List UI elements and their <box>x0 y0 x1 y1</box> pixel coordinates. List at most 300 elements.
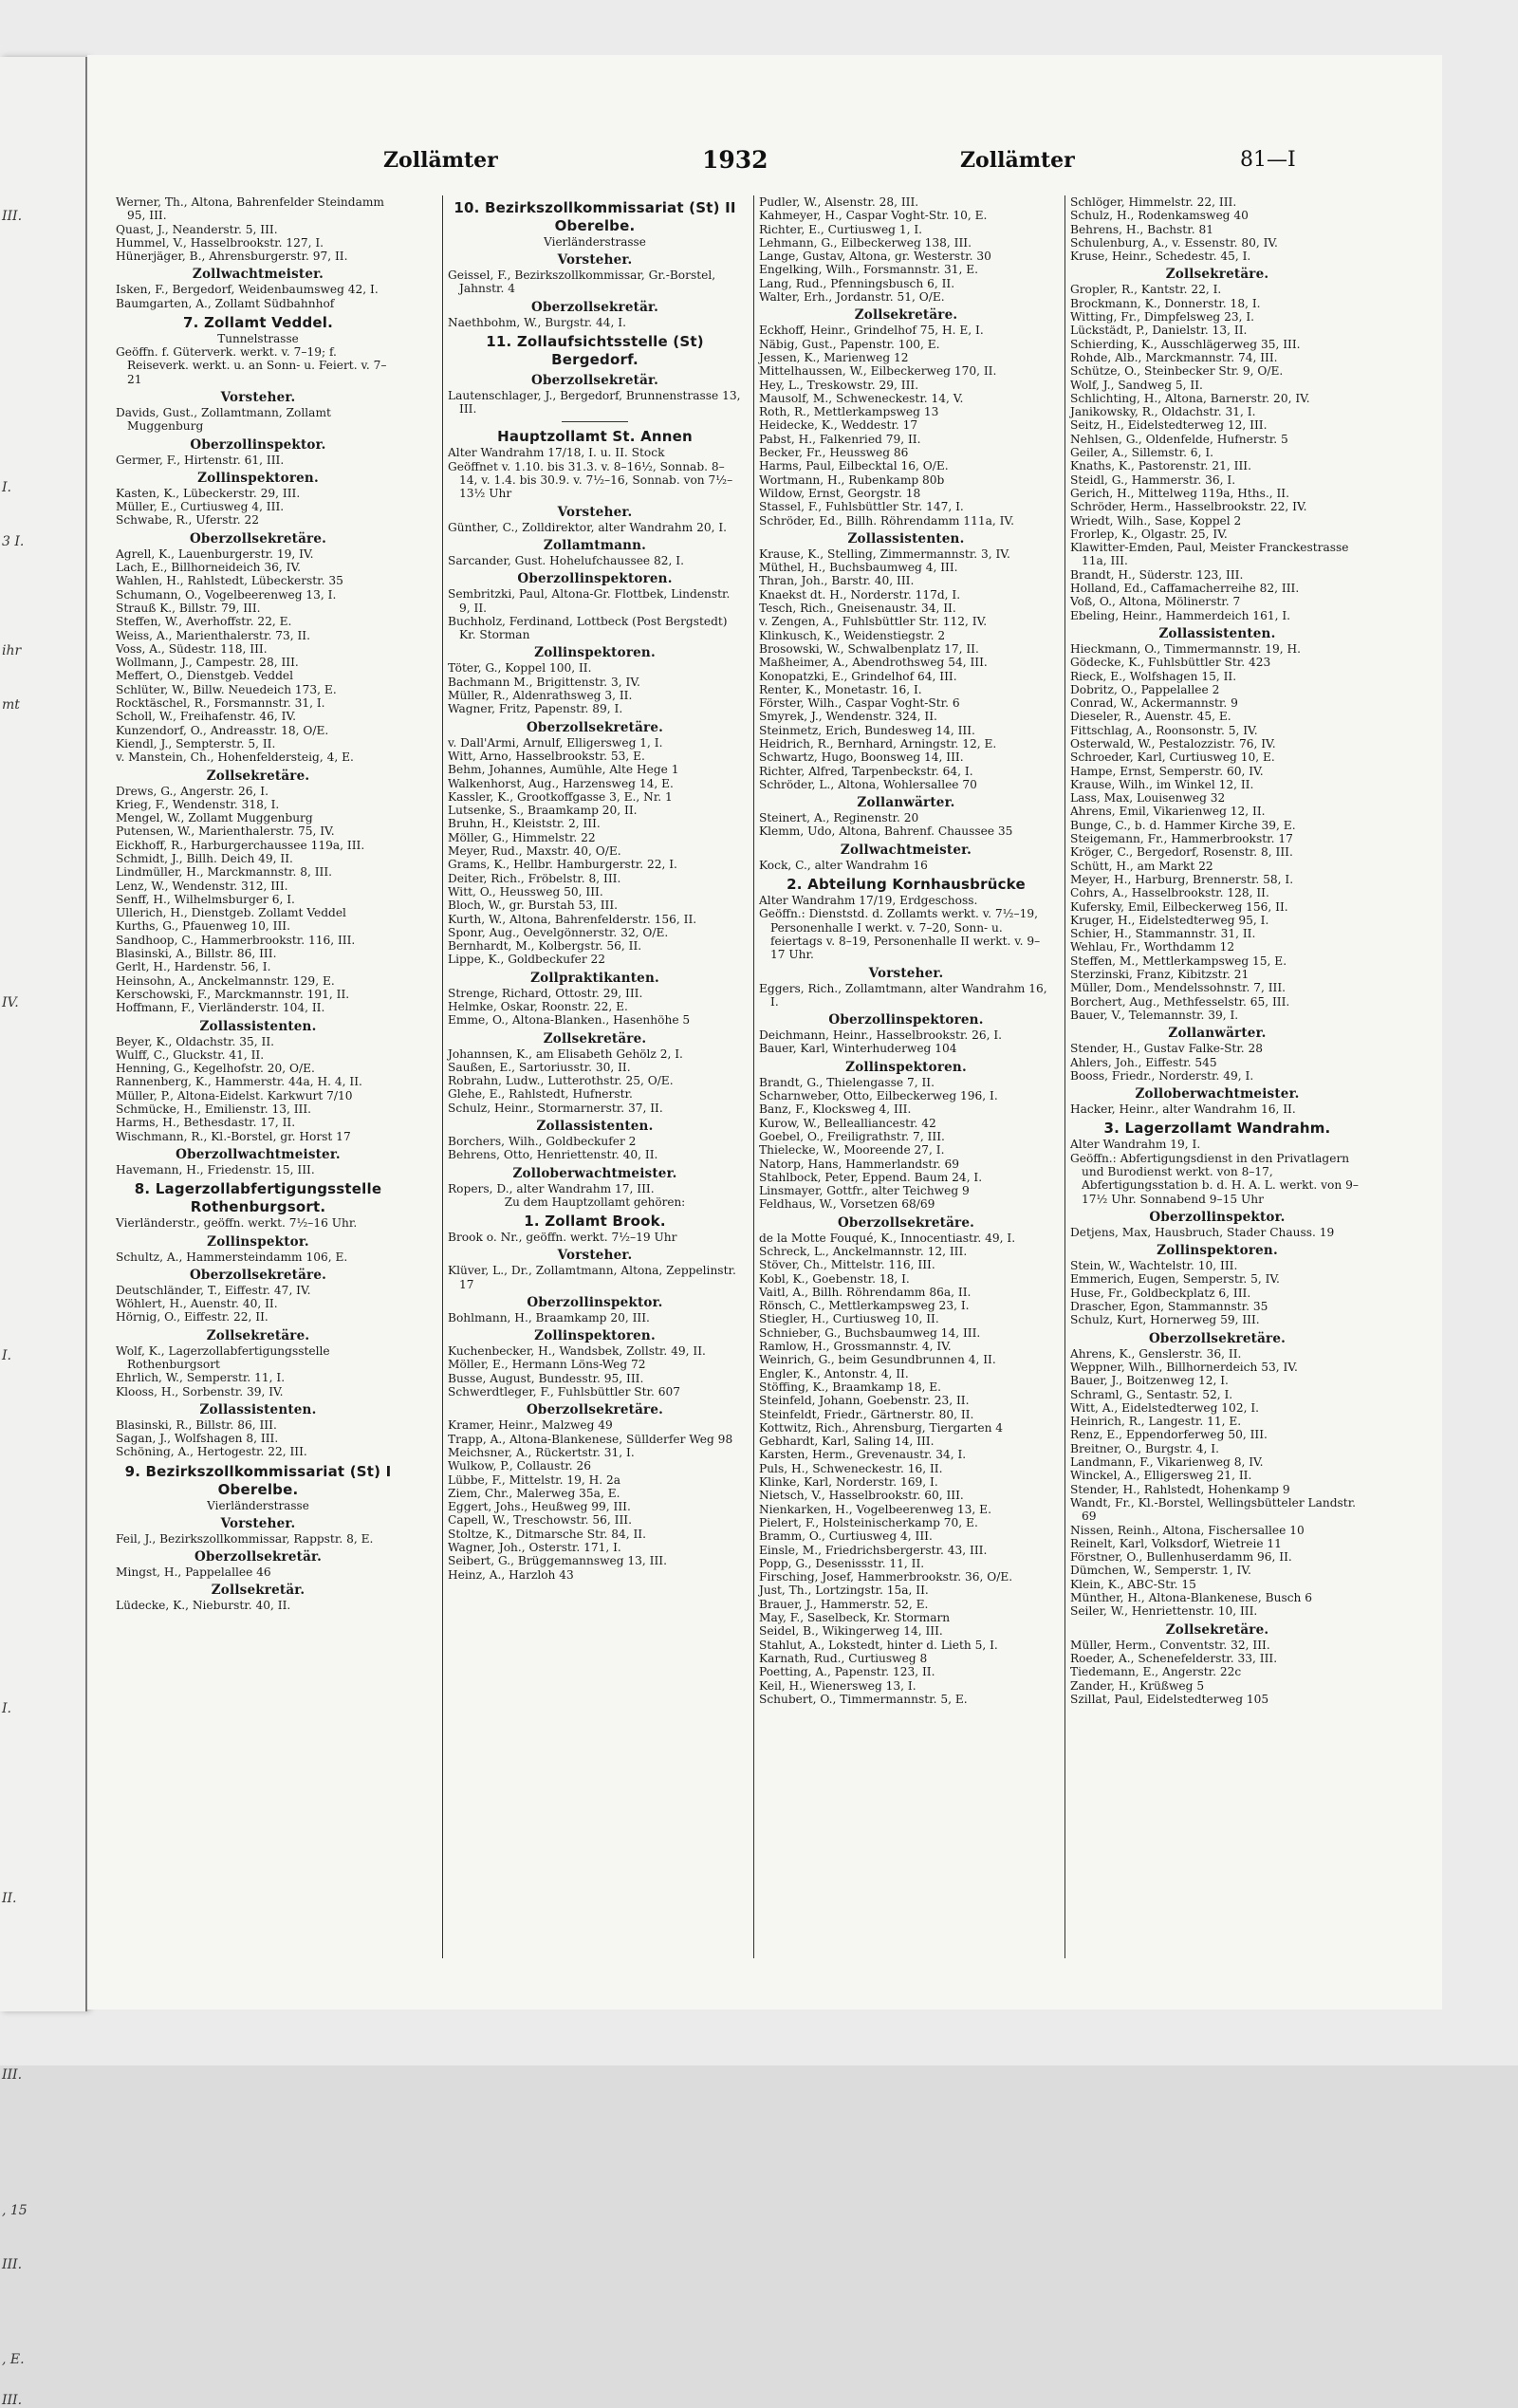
entry-list <box>116 1418 400 1459</box>
entry-list <box>116 1532 400 1546</box>
directory-entry: Stahlut, A., Lokstedt, hinter d. Lieth 5, I. <box>759 1638 998 1652</box>
section-heading: Oberzollwachtmeister. <box>176 1146 341 1162</box>
margin-mark: I. <box>2 1348 11 1364</box>
entry-list <box>1070 283 1364 621</box>
directory-entry: Klemm, Udo, Altona, Bahrenf. Chaussee 35 <box>759 824 1013 839</box>
directory-entry: Quast, J., Neanderstr. 5, III. <box>116 222 278 236</box>
directory-entry: Schröder, Ed., Billh. Röhrendamm 111a, IV. <box>759 513 1014 528</box>
section <box>1070 1243 1364 1326</box>
entry-list <box>759 894 1053 961</box>
directory-entry: v. Manstein, Ch., Hohenfeldersteig, 4, E. <box>116 750 354 765</box>
directory-entry: Weinrich, G., beim Gesundbrunnen 4, II. <box>759 1353 996 1367</box>
directory-entry: Lang, Rud., Pfenningsbusch 6, II. <box>759 276 955 290</box>
section <box>116 437 400 467</box>
directory-entry: Mausolf, M., Schweneckestr. 14, V. <box>759 391 964 405</box>
directory-entry: Schütt, H., am Markt 22 <box>1070 859 1213 873</box>
entry-list <box>448 587 742 641</box>
directory-entry: Ehrlich, W., Semperstr. 11, I. <box>116 1371 286 1385</box>
directory-entry: Wehlau, Fr., Worthdamm 12 <box>1070 940 1235 954</box>
directory-entry: Nissen, Reinh., Altona, Fischersallee 10 <box>1070 1523 1305 1537</box>
entry-list <box>448 736 742 967</box>
section-subheading: Tunnelstrasse <box>217 332 299 346</box>
directory-entry: Schröder, Herm., Hasselbrookstr. 22, IV. <box>1070 500 1307 514</box>
column-rule <box>753 195 754 1958</box>
directory-entry: Schröder, L., Altona, Wohlersallee 70 <box>759 777 977 791</box>
directory-entry: Bernhardt, M., Kolbergstr. 56, II. <box>448 939 642 954</box>
directory-entry: Detjens, Max, Hausbruch, Stader Chauss. 19 <box>1070 1225 1335 1239</box>
directory-entry: Emme, O., Altona-Blanken., Hasenhöhe 5 <box>448 1013 691 1028</box>
directory-entry: Kröger, C., Bergedorf, Rosenstr. 8, III. <box>1070 845 1293 860</box>
directory-entry: May, F., Saselbeck, Kr. Stormarn <box>759 1611 951 1625</box>
section-heading: Zollanwärter. <box>1168 1026 1267 1042</box>
section <box>1070 1622 1364 1706</box>
directory-entry: Lach, E., Billhorneideich 36, IV. <box>116 561 301 575</box>
directory-entry: Konopatzki, E., Grindelhof 64, III. <box>759 669 957 683</box>
directory-entry: Tiedemann, E., Angerstr. 22c <box>1070 1665 1242 1679</box>
section <box>448 571 742 641</box>
directory-entry: Emmerich, Eugen, Semperstr. 5, IV. <box>1070 1272 1280 1287</box>
directory-entry: Schwabe, R., Uferstr. 22 <box>116 513 259 528</box>
directory-entry: Schnieber, G., Buchsbaumweg 14, III. <box>759 1325 981 1340</box>
directory-entry: Pabst, H., Falkenried 79, II. <box>759 432 921 446</box>
directory-entry: Thran, Joh., Barstr. 40, III. <box>759 574 915 588</box>
section-heading: Oberzollsekretär. <box>530 299 659 315</box>
entry-list <box>448 1264 742 1291</box>
entry-list <box>1070 1102 1364 1116</box>
section <box>448 1295 742 1324</box>
directory-entry: Steffen, W., Averhoffstr. 22, E. <box>116 615 292 629</box>
entry-list <box>1070 1042 1364 1083</box>
directory-entry: Renz, E., Eppendorferweg 50, III. <box>1070 1428 1268 1442</box>
directory-entry: Lautenschlager, J., Bergedorf, Brunnenstrasse 13, III. <box>448 388 741 417</box>
section <box>448 333 742 369</box>
directory-entry: Maßheimer, A., Abendrothsweg 54, III. <box>759 656 988 670</box>
directory-entry: Geöffn. f. Güterverk. werkt. v. 7–19; f. Reiseverk. werkt. u. an Sonn- u. Feiert. v. 7–21 <box>116 345 387 386</box>
section-heading: Oberzollinspektor. <box>1149 1209 1286 1225</box>
entry-list <box>448 1344 742 1398</box>
section-heading: Vorsteher. <box>220 389 296 405</box>
directory-entry: Pielert, F., Holsteinischerkamp 70, E. <box>759 1515 978 1529</box>
directory-entry: Baumgarten, A., Zollamt Südbahnhof <box>116 296 335 310</box>
directory-entry: Förstner, O., Bullenhuserdamm 96, II. <box>1070 1550 1292 1565</box>
directory-entry: Holland, Ed., Caffamacherreihe 82, III. <box>1070 582 1300 596</box>
directory-entry: Näbig, Gust., Papenstr. 100, E. <box>759 337 940 351</box>
entry-list <box>1070 1347 1364 1619</box>
section-heading: Oberzollinspektoren. <box>828 1012 984 1028</box>
header-page-number: 81—I <box>1240 148 1296 172</box>
directory-entry: Ziem, Chr., Malerweg 35a, E. <box>448 1486 620 1500</box>
directory-entry: Lass, Max, Louisenweg 32 <box>1070 791 1226 806</box>
section <box>448 1402 742 1582</box>
directory-entry: Harms, H., Bethesdastr. 17, II. <box>116 1116 296 1130</box>
entry-list <box>448 1182 742 1195</box>
margin-mark: IV. <box>2 995 19 1011</box>
directory-entry: Wischmann, R., Kl.-Borstel, gr. Horst 17 <box>116 1129 351 1143</box>
entry-list <box>116 454 400 467</box>
section-heading: Oberzollsekretär. <box>530 372 659 388</box>
directory-entry: Thielecke, W., Mooreende 27, I. <box>759 1143 945 1158</box>
directory-entry: Heidecke, K., Weddestr. 17 <box>759 418 918 433</box>
entry-list <box>448 987 742 1028</box>
directory-entry: Stiegler, H., Curtiusweg 10, II. <box>759 1312 939 1326</box>
directory-entry: Stoltze, K., Ditmarsche Str. 84, II. <box>448 1527 646 1541</box>
directory-entry: Isken, F., Bergedorf, Weidenbaumsweg 42, I. <box>116 283 379 297</box>
section-subheading: Vierländerstrasse <box>544 235 646 249</box>
directory-entry: Schlichting, H., Altona, Barnerstr. 20, IV. <box>1070 391 1310 405</box>
margin-mark: I. <box>2 1701 11 1716</box>
directory-entry: Ramlow, H., Grossmannstr. 4, IV. <box>759 1340 952 1354</box>
directory-entry: Schroeder, Karl, Curtiusweg 10, E. <box>1070 750 1275 765</box>
directory-entry: Rocktäschel, R., Forsmannstr. 31, I. <box>116 696 325 711</box>
directory-entry: Witt, O., Heussweg 50, III. <box>448 884 603 898</box>
directory-entry: Rieck, E., Wolfshagen 15, II. <box>1070 669 1237 683</box>
directory-entry: Scholl, W., Freihafenstr. 46, IV. <box>116 710 297 724</box>
directory-entry: Roth, R., Mettlerkampsweg 13 <box>759 405 939 419</box>
entry-list <box>116 487 400 528</box>
directory-entry: Schulz, Kurt, Hornerweg 59, III. <box>1070 1313 1260 1327</box>
section-heading: Zollassistenten. <box>199 1018 317 1034</box>
section <box>448 300 742 329</box>
directory-entry: Gebhardt, Karl, Saling 14, III. <box>759 1435 935 1449</box>
directory-entry: Gropler, R., Kantstr. 22, I. <box>1070 283 1222 297</box>
section-heading: 1. Zollamt Brook. <box>524 1212 666 1230</box>
directory-entry: Kock, C., alter Wandrahm 16 <box>759 858 928 872</box>
section <box>448 645 742 715</box>
section-heading: 3. Lagerzollamt Wandrahm. <box>1103 1120 1331 1138</box>
margin-mark: 3 I. <box>2 534 25 550</box>
section <box>116 1019 400 1143</box>
section-heading: Zollinspektor. <box>207 1233 309 1250</box>
directory-entry: Knaekst dt. H., Norderstr. 117d, I. <box>759 587 961 602</box>
section <box>1070 267 1364 621</box>
directory-entry: Popp, G., Desenissstr. 11, II. <box>759 1556 925 1570</box>
directory-entry: Puls, H., Schweneckestr. 16, II. <box>759 1461 943 1475</box>
entry-list <box>116 547 400 765</box>
page-header <box>87 148 1442 180</box>
directory-entry: Heinz, A., Harzloh 43 <box>448 1567 574 1582</box>
section-heading: 11. Zollaufsichtsstelle (St) Bergedorf. <box>486 332 704 368</box>
entry-list <box>116 1163 400 1176</box>
directory-entry: Brook o. Nr., geöffn. werkt. 7½–19 Uhr <box>448 1230 677 1244</box>
directory-entry: Pudler, W., Alsenstr. 28, III. <box>759 195 919 209</box>
directory-entry: Hey, L., Treskowstr. 29, III. <box>759 378 919 392</box>
entry-list <box>448 316 742 329</box>
directory-entry: Stöffing, K., Braamkamp 18, E. <box>759 1380 942 1394</box>
section-heading: Oberzollsekretäre. <box>837 1214 975 1231</box>
margin-mark: mt <box>2 696 20 713</box>
directory-entry: Heidrich, R., Bernhard, Arningstr. 12, E. <box>759 736 997 750</box>
section-heading: 8. Lagerzollabfertigungsstelle Rothenburgsort. <box>134 1180 382 1216</box>
directory-entry: Brauer, J., Hammerstr. 52, E. <box>759 1597 929 1611</box>
entry-list <box>116 785 400 1015</box>
directory-entry: Glehe, E., Rahlstedt, Hufnerstr. <box>448 1087 633 1102</box>
section-heading: Oberzollsekretäre. <box>526 719 664 735</box>
section <box>759 843 1053 872</box>
directory-entry: Steinmetz, Erich, Bundesweg 14, III. <box>759 723 975 737</box>
directory-entry: Stender, H., Rahlstedt, Hohenkamp 9 <box>1070 1482 1290 1496</box>
entry-list <box>116 1216 400 1230</box>
directory-entry: Strauß K., Billstr. 79, III. <box>116 601 261 615</box>
directory-entry: Gerlt, H., Hardenstr. 56, I. <box>116 960 271 974</box>
section-heading: Oberzollsekretär. <box>194 1549 323 1565</box>
directory-entry: Walter, Erh., Jordanstr. 51, O/E. <box>759 290 945 305</box>
section-heading: Zollinspektoren. <box>534 1328 656 1344</box>
section <box>116 769 400 1015</box>
margin-mark: II. <box>2 1891 17 1907</box>
directory-entry: Strenge, Richard, Ottostr. 29, III. <box>448 986 643 1000</box>
header-right-title: Zollämter <box>960 148 1075 173</box>
directory-entry: Klein, K., ABC-Str. 15 <box>1070 1577 1196 1591</box>
section <box>759 966 1053 1010</box>
directory-entry: Scharnweber, Otto, Eilbeckerweg 196, I. <box>759 1089 998 1103</box>
section <box>448 1213 742 1244</box>
directory-entry: Gödecke, K., Fuhlsbüttler Str. 423 <box>1070 656 1271 670</box>
entry-list <box>116 345 400 386</box>
directory-entry: Weiss, A., Marienthalerstr. 73, II. <box>116 628 310 642</box>
section <box>448 373 742 417</box>
directory-entry: Kobl, K., Goebenstr. 18, I. <box>759 1271 910 1286</box>
entry-list <box>116 283 400 310</box>
directory-entry: Saußen, E., Sartoriusstr. 30, II. <box>448 1060 631 1074</box>
directory-entry: Wöhlert, H., Auenstr. 40, II. <box>116 1297 278 1311</box>
directory-entry: Landmann, F., Vikarienweg 8, IV. <box>1070 1455 1264 1470</box>
directory-entry: Poetting, A., Papenstr. 123, II. <box>759 1665 935 1679</box>
directory-entry: Conrad, W., Ackermannstr. 9 <box>1070 696 1238 711</box>
entry-list <box>448 269 742 296</box>
entry-list <box>1070 195 1364 263</box>
directory-entry: Kramer, Heinr., Malzweg 49 <box>448 1418 613 1433</box>
directory-entry: Ahlers, Joh., Eiffestr. 545 <box>1070 1055 1217 1069</box>
directory-entry: Heinsohn, A., Anckelmannstr. 129, E. <box>116 973 335 988</box>
directory-entry: Wagner, Joh., Osterstr. 171, I. <box>448 1541 621 1554</box>
section-heading: Zollsekretäre. <box>1165 267 1269 283</box>
directory-entry: Steinfeld, Johann, Goebenstr. 23, II. <box>759 1394 970 1408</box>
directory-entry: Grams, K., Hellbr. Hamburgerstr. 22, I. <box>448 858 677 872</box>
directory-entry: Eggert, Johs., Heußweg 99, III. <box>448 1500 631 1514</box>
directory-entry: Kassler, K., Grootkoffgasse 3, E., Nr. 1 <box>448 789 673 804</box>
entry-list <box>448 521 742 534</box>
section-heading: 2. Abteilung Kornhausbrücke <box>787 876 1026 894</box>
section <box>448 1119 742 1162</box>
directory-entry: Borchert, Aug., Methfesselstr. 65, III. <box>1070 994 1290 1009</box>
column-rule <box>1064 195 1065 1958</box>
section <box>116 1463 400 1512</box>
section-heading: Zollpraktikanten. <box>530 970 659 986</box>
directory-entry: Klawitter-Emden, Paul, Meister Franckestrasse 11a, III. <box>1070 541 1349 568</box>
directory-entry: Robrahn, Ludw., Lutterothstr. 25, O/E. <box>448 1074 674 1088</box>
section-heading: Zollamtmann. <box>543 537 647 553</box>
directory-entry: Fittschlag, A., Roonsonstr. 5, IV. <box>1070 723 1258 737</box>
directory-entry: Stein, W., Wachtelstr. 10, III. <box>1070 1259 1238 1273</box>
section <box>1070 1120 1364 1205</box>
directory-entry: Wolf, K., Lagerzollabfertigungsstelle Rothenburgsort <box>116 1343 330 1371</box>
section-heading: Zollinspektoren. <box>845 1059 967 1075</box>
directory-entry: Schlüter, W., Billw. Neuedeich 173, E. <box>116 682 337 696</box>
section <box>1070 626 1364 1022</box>
directory-entry: Vierländerstr., geöffn. werkt. 7½–16 Uhr. <box>116 1216 358 1231</box>
directory-entry: Stassel, F., Fuhlsbüttler Str. 147, I. <box>759 500 964 514</box>
section <box>448 538 742 567</box>
directory-entry: Schraml, G., Sentastr. 52, I. <box>1070 1387 1233 1401</box>
directory-entry: Schlöger, Himmelstr. 22, III. <box>1070 195 1237 209</box>
margin-mark: I. <box>2 480 11 495</box>
entry-list <box>116 1250 400 1264</box>
section <box>116 531 400 765</box>
directory-entry: Schultz, A., Hammersteindamm 106, E. <box>116 1250 348 1264</box>
directory-entry: Hacker, Heinr., alter Wandrahm 16, II. <box>1070 1102 1296 1117</box>
directory-entry: Mittelhaussen, W., Eilbeckerweg 170, II. <box>759 364 997 379</box>
directory-entry: Wagner, Fritz, Papenstr. 89, I. <box>448 702 623 716</box>
section-heading: Vorsteher. <box>557 252 633 268</box>
section-subheading: Vierländerstrasse <box>207 1498 309 1512</box>
directory-entry: Capell, W., Treschowstr. 56, III. <box>448 1513 632 1528</box>
directory-entry: Senff, H., Wilhelmsburger 6, I. <box>116 892 295 906</box>
directory-entry: Behrens, Otto, Henriettenstr. 40, II. <box>448 1148 658 1162</box>
directory-entry: Booss, Friedr., Norderstr. 49, I. <box>1070 1068 1254 1083</box>
directory-entry: Schmücke, H., Emilienstr. 13, III. <box>116 1102 312 1117</box>
entry-list <box>116 1599 400 1612</box>
directory-entry: Brosowski, W., Schwalbenplatz 17, II. <box>759 641 979 656</box>
directory-entry: Günther, C., Zolldirektor, alter Wandrahm 20, I. <box>448 520 728 534</box>
directory-entry: Voss, A., Südestr. 118, III. <box>116 641 268 656</box>
directory-entry: Müller, Herm., Conventstr. 32, III. <box>1070 1638 1270 1652</box>
directory-entry: Tesch, Rich., Gneisenaustr. 34, II. <box>759 602 956 616</box>
section <box>116 390 400 434</box>
directory-entry: Linsmayer, Gottfr., alter Teichweg 9 <box>759 1184 970 1198</box>
section-heading: Zollassistenten. <box>536 1119 654 1135</box>
directory-entry: Feil, J., Bezirkszollkommissar, Rappstr. 8, E. <box>116 1531 374 1546</box>
section <box>1070 1210 1364 1239</box>
entry-list <box>759 1076 1053 1212</box>
section-heading: Zollassistenten. <box>1158 625 1276 641</box>
directory-entry: Geöffn.: Abfertigungsdienst in den Privatlagern und Burodienst werkt. von 8–17, Abfertigungsstation b. d. H. A. L. werkt. von 9–17½ Uhr. Sonnabend 9–15 Uhr <box>1070 1151 1359 1206</box>
directory-entry: Richter, Alfred, Tarpenbeckstr. 64, I. <box>759 764 973 778</box>
directory-entry: Eckhoff, Heinr., Grindelhof 75, H. E, I. <box>759 324 984 338</box>
directory-entry: Jessen, K., Marienweg 12 <box>759 350 909 364</box>
directory-entry: Schwartz, Hugo, Boonsweg 14, III. <box>759 750 964 765</box>
previous-page-edge <box>0 57 87 2408</box>
directory-entry: Helmke, Oskar, Roonstr. 22, E. <box>448 999 628 1013</box>
directory-entry: Müller, E., Curtiusweg 4, III. <box>116 500 285 514</box>
section <box>1070 1026 1364 1083</box>
directory-entry: Förster, Wilh., Caspar Voght-Str. 6 <box>759 696 960 711</box>
directory-entry: Eickhoff, R., Harburgerchaussee 119a, III. <box>116 838 365 852</box>
directory-entry: Möller, E., Hermann Löns-Weg 72 <box>448 1358 646 1372</box>
entry-list <box>1070 1138 1364 1205</box>
directory-entry: Meyer, Rud., Maxstr. 40, O/E. <box>448 844 621 859</box>
directory-entry: Winckel, A., Elligersweg 21, II. <box>1070 1469 1252 1483</box>
directory-entry: Breitner, O., Burgstr. 4, I. <box>1070 1441 1219 1455</box>
section <box>116 267 400 310</box>
column-1 <box>116 195 400 1613</box>
directory-entry: Seitz, H., Eidelstedterweg 12, III. <box>1070 418 1268 433</box>
directory-entry: Harms, Paul, Eilbecktal 16, O/E. <box>759 459 949 473</box>
directory-entry: Einsle, M., Friedrichsbergerstr. 43, III. <box>759 1543 988 1557</box>
directory-entry: Kuchenbecker, H., Wandsbek, Zollstr. 49, II. <box>448 1344 706 1359</box>
directory-entry: Kurth, W., Altona, Bahrenfelderstr. 156, II. <box>448 912 697 926</box>
entry-list <box>448 1135 742 1162</box>
entry-list <box>116 1035 400 1143</box>
section-heading: Zollinspektoren. <box>1157 1243 1278 1259</box>
margin-mark: III. <box>2 2257 23 2273</box>
margin-mark: , 15 <box>2 2203 28 2219</box>
directory-entry: Klüver, L., Dr., Zollamtmann, Altona, Zeppelinstr. 17 <box>448 1264 736 1291</box>
directory-entry: Schier, H., Stammannstr. 31, II. <box>1070 927 1256 941</box>
entry-list <box>759 1232 1053 1706</box>
entry-list <box>116 406 400 434</box>
directory-entry: Vaitl, A., Billh. Röhrendamm 86a, II. <box>759 1285 972 1299</box>
directory-entry: Alter Wandrahm 19, I. <box>1070 1138 1201 1152</box>
directory-entry: Kiendl, J., Sempterstr. 5, II. <box>116 736 276 750</box>
directory-entry: Alter Wandrahm 17/19, Erdgeschoss. <box>759 894 978 908</box>
directory-entry: Lückstädt, P., Danielstr. 13, II. <box>1070 324 1248 338</box>
section-heading: Zolloberwachtmeister. <box>512 1165 677 1181</box>
directory-entry: Drascher, Egon, Stammannstr. 35 <box>1070 1300 1268 1314</box>
entry-list <box>759 547 1053 791</box>
entry-list <box>759 195 1053 304</box>
section-heading: Zollwachtmeister. <box>840 842 972 858</box>
directory-entry: Krause, K., Stelling, Zimmermannstr. 3, IV. <box>759 546 1010 561</box>
section <box>116 195 400 263</box>
directory-entry: Weppner, Wilh., Billhornerdeich 53, IV. <box>1070 1360 1298 1374</box>
directory-entry: Ebeling, Heinr., Hammerdeich 161, I. <box>1070 608 1291 622</box>
section <box>448 1328 742 1398</box>
section-heading: 7. Zollamt Veddel. <box>182 314 334 332</box>
directory-entry: Wandt, Fr., Kl.-Borstel, Wellingsbütteler Landstr. 69 <box>1070 1495 1357 1524</box>
section <box>448 252 742 296</box>
entry-list <box>448 1231 742 1244</box>
directory-entry: Lenz, W., Wendenstr. 312, III. <box>116 879 288 893</box>
directory-entry: Beyer, K., Oldachstr. 35, II. <box>116 1034 275 1048</box>
directory-entry: Banz, F., Klocksweg 4, III. <box>759 1102 912 1117</box>
section <box>448 1248 742 1291</box>
directory-entry: Hieckmann, O., Timmermannstr. 19, H. <box>1070 641 1301 656</box>
section-heading: Oberzollinspektor. <box>527 1294 663 1310</box>
directory-entry: Frorlep, K., Olgastr. 25, IV. <box>1070 527 1228 541</box>
entry-list <box>759 859 1053 872</box>
directory-entry: Lindmüller, H., Marckmannstr. 8, III. <box>116 865 333 880</box>
directory-entry: Reinelt, Karl, Volksdorf, Wietreie 11 <box>1070 1536 1282 1550</box>
directory-entry: Kerschowski, F., Marckmannstr. 191, II. <box>116 987 350 1001</box>
directory-entry: Just, Th., Lortzingstr. 15a, II. <box>759 1584 929 1598</box>
column-2 <box>448 195 742 1582</box>
section <box>448 1031 742 1115</box>
section-heading: Oberzollsekretäre. <box>1148 1330 1287 1346</box>
section-heading: Zollwachtmeister. <box>192 267 324 283</box>
directory-entry: Wahlen, H., Rahlstedt, Lübeckerstr. 35 <box>116 574 343 588</box>
section-heading: Vorsteher. <box>868 965 944 981</box>
directory-entry: Goebel, O., Freiligrathstr. 7, III. <box>759 1129 945 1143</box>
entry-list <box>116 1344 400 1398</box>
directory-entry: Bruhn, H., Kleiststr. 2, III. <box>448 817 601 831</box>
directory-entry: Schwerdtleger, F., Fuhlsbüttler Str. 607 <box>448 1385 681 1399</box>
section-heading: 10. Bezirkszollkommissariat (St) II Oberelbe. <box>454 199 736 234</box>
section-heading: Zollsekretäre. <box>1165 1621 1269 1638</box>
directory-entry: Meffert, O., Dienstgeb. Veddel <box>116 669 293 683</box>
directory-entry: Drews, G., Angerstr. 26, I. <box>116 784 268 798</box>
directory-entry: Sponr, Aug., Oevelgönnerstr. 32, O/E. <box>448 925 669 939</box>
directory-entry: Kruger, H., Eidelstedterweg 95, I. <box>1070 913 1269 927</box>
section-heading: Zollsekretär. <box>211 1583 305 1599</box>
section-heading: Oberzollinspektor. <box>190 436 326 453</box>
section-heading: Zollassistenten. <box>199 1401 317 1417</box>
entry-list <box>1070 1226 1364 1239</box>
directory-entry: de la Motte Fouqué, K., Innocentiastr. 49, I. <box>759 1231 1016 1245</box>
entry-list <box>1070 1259 1364 1326</box>
margin-mark: ihr <box>2 642 22 658</box>
section <box>116 1516 400 1546</box>
directory-entry: Voß, O., Altona, Mölinerstr. 7 <box>1070 595 1241 609</box>
